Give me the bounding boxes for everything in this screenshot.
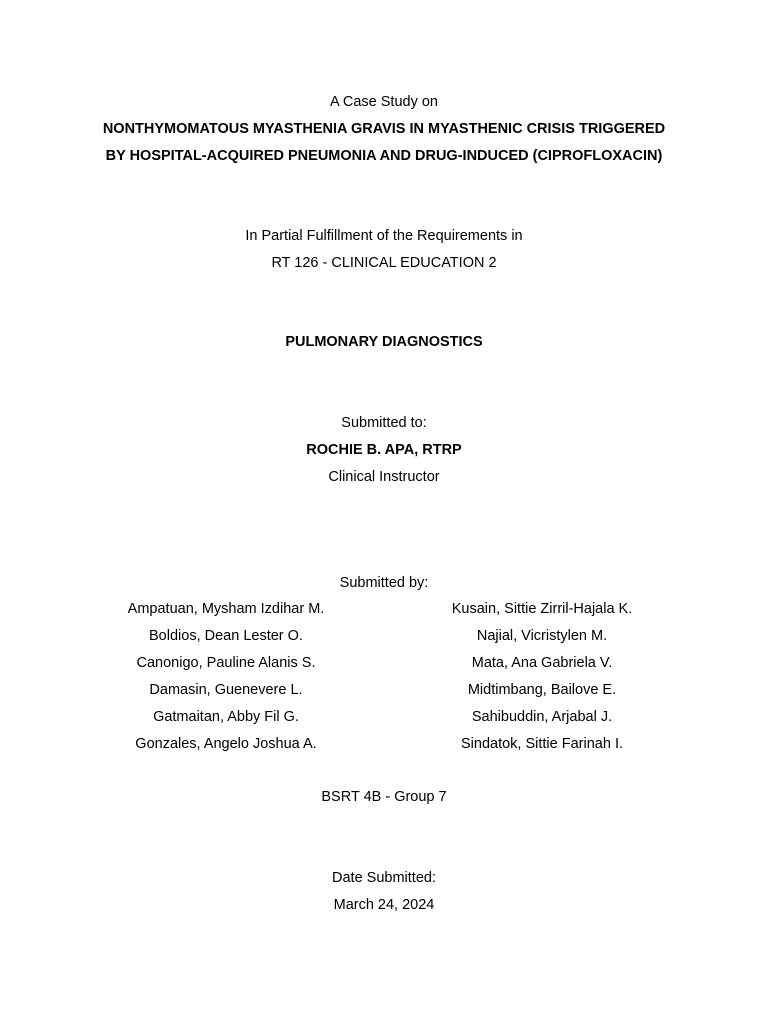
subject-heading: PULMONARY DIAGNOSTICS (285, 334, 483, 350)
date-submitted-value: March 24, 2024 (333, 897, 435, 913)
author-name: Sahibuddin, Arjabal J. (471, 709, 613, 725)
case-study-intro: A Case Study on (329, 94, 438, 110)
author-name: Kusain, Sittie Zirril-Hajala K. (451, 601, 633, 617)
submitted-by-label: Submitted by: (339, 575, 429, 591)
author-name: Ampatuan, Mysham Izdihar M. (127, 601, 325, 617)
author-name: Midtimbang, Bailove E. (467, 682, 617, 698)
title-line-2: BY HOSPITAL-ACQUIRED PNEUMONIA AND DRUG-INDUCED (CIPROFLOXACIN) (105, 148, 663, 164)
author-name: Boldios, Dean Lester O. (149, 628, 303, 644)
author-name: Sindatok, Sittie Farinah I. (461, 736, 623, 752)
date-submitted-label: Date Submitted: (332, 870, 436, 886)
author-name: Gonzales, Angelo Joshua A. (135, 736, 317, 752)
author-column-right (392, 600, 692, 762)
course-name: RT 126 - CLINICAL EDUCATION 2 (271, 255, 497, 271)
author-column-left (76, 600, 376, 762)
group-label: BSRT 4B - Group 7 (321, 789, 447, 805)
author-name: Mata, Ana Gabriela V. (471, 655, 613, 671)
author-name: Najial, Vicristylen M. (476, 628, 608, 644)
title-line-1: NONTHYMOMATOUS MYASTHENIA GRAVIS IN MYASTHENIC CRISIS TRIGGERED (102, 121, 666, 137)
author-name: Damasin, Guenevere L. (149, 682, 303, 698)
author-name: Gatmaitan, Abby Fil G. (153, 709, 299, 725)
author-list (0, 600, 768, 770)
fulfillment-text: In Partial Fulfillment of the Requirements in (245, 228, 523, 244)
instructor-role: Clinical Instructor (328, 469, 440, 485)
submitted-to-label: Submitted to: (341, 415, 427, 431)
instructor-name: ROCHIE B. APA, RTRP (306, 442, 462, 458)
author-name: Canonigo, Pauline Alanis S. (136, 655, 316, 671)
